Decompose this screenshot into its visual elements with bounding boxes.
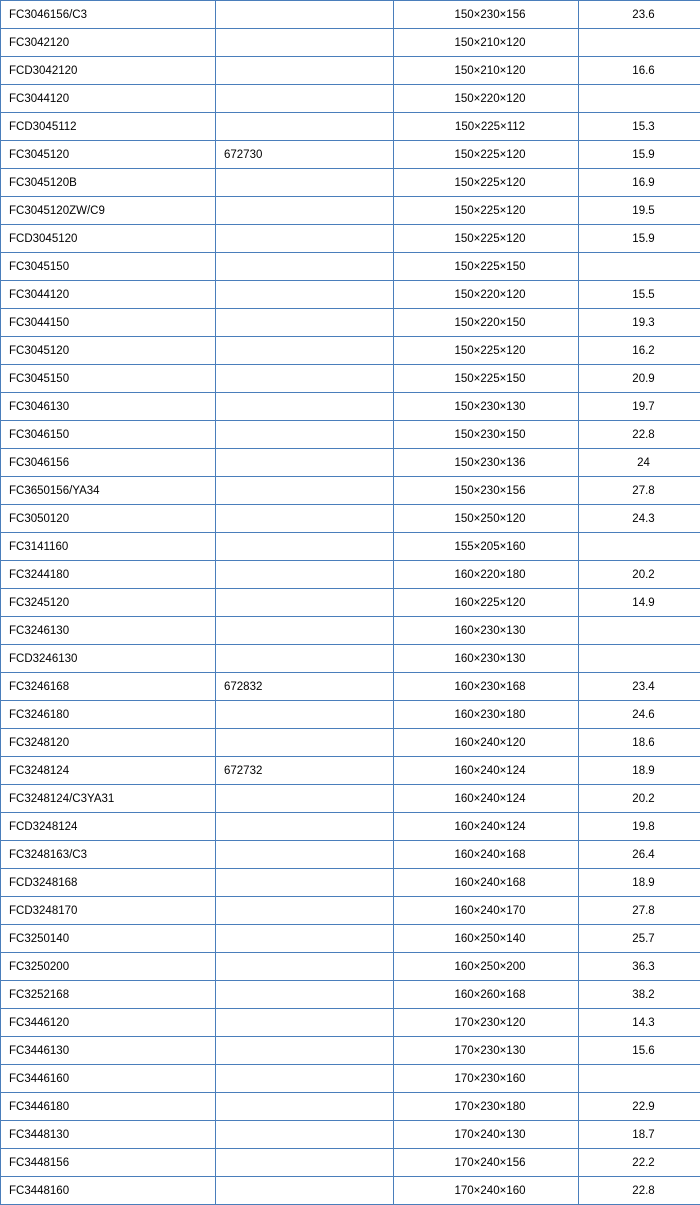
cell-mass: 15.9 — [579, 225, 700, 253]
cell-designation: FC3246180 — [1, 701, 216, 729]
cell-designation: FC3045150 — [1, 365, 216, 393]
cell-mass: 24 — [579, 449, 700, 477]
cell-mass: 14.9 — [579, 589, 700, 617]
cell-dimensions: 150×225×120 — [394, 197, 579, 225]
cell-old-designation — [216, 785, 394, 813]
cell-dimensions: 160×250×200 — [394, 953, 579, 981]
cell-designation: FC3446160 — [1, 1065, 216, 1093]
table-row — [1, 421, 700, 449]
cell-designation: FC3650156/YA34 — [1, 477, 216, 505]
table-row — [1, 393, 700, 421]
cell-old-designation: 672832 — [216, 673, 394, 701]
table-row — [1, 785, 700, 813]
cell-old-designation — [216, 225, 394, 253]
cell-designation: FC3446120 — [1, 1009, 216, 1037]
cell-old-designation — [216, 29, 394, 57]
cell-old-designation — [216, 813, 394, 841]
cell-old-designation — [216, 309, 394, 337]
table-row — [1, 1121, 700, 1149]
cell-dimensions: 150×225×120 — [394, 141, 579, 169]
cell-dimensions: 150×230×136 — [394, 449, 579, 477]
cell-mass: 38.2 — [579, 981, 700, 1009]
cell-dimensions: 170×230×180 — [394, 1093, 579, 1121]
table-row — [1, 897, 700, 925]
table-row — [1, 533, 700, 561]
table-row — [1, 29, 700, 57]
cell-designation: FC3045150 — [1, 253, 216, 281]
table-row — [1, 197, 700, 225]
cell-mass: 23.6 — [579, 1, 700, 29]
cell-mass: 15.6 — [579, 1037, 700, 1065]
cell-designation: FC3044120 — [1, 85, 216, 113]
cell-mass — [579, 617, 700, 645]
cell-dimensions: 160×240×168 — [394, 841, 579, 869]
cell-old-designation — [216, 421, 394, 449]
table-row — [1, 85, 700, 113]
table-row — [1, 841, 700, 869]
cell-old-designation — [216, 281, 394, 309]
cell-old-designation — [216, 57, 394, 85]
table-row — [1, 113, 700, 141]
table-row — [1, 1177, 700, 1205]
cell-dimensions: 150×225×150 — [394, 253, 579, 281]
cell-old-designation — [216, 729, 394, 757]
cell-dimensions: 170×240×156 — [394, 1149, 579, 1177]
cell-mass: 14.3 — [579, 1009, 700, 1037]
cell-designation: FC3045120ZW/C9 — [1, 197, 216, 225]
cell-mass: 19.8 — [579, 813, 700, 841]
cell-old-designation — [216, 337, 394, 365]
cell-designation: FC3248120 — [1, 729, 216, 757]
cell-dimensions: 160×230×130 — [394, 645, 579, 673]
cell-designation: FC3050120 — [1, 505, 216, 533]
cell-designation: FC3244180 — [1, 561, 216, 589]
cell-mass — [579, 533, 700, 561]
cell-mass: 18.6 — [579, 729, 700, 757]
cell-mass — [579, 1065, 700, 1093]
cell-old-designation — [216, 869, 394, 897]
cell-old-designation — [216, 981, 394, 1009]
cell-designation: FC3044120 — [1, 281, 216, 309]
table-row — [1, 617, 700, 645]
table-row — [1, 57, 700, 85]
cell-dimensions: 160×250×140 — [394, 925, 579, 953]
cell-old-designation — [216, 449, 394, 477]
table-row — [1, 1009, 700, 1037]
table-row — [1, 869, 700, 897]
cell-dimensions: 150×230×130 — [394, 393, 579, 421]
cell-dimensions: 170×230×160 — [394, 1065, 579, 1093]
cell-mass: 19.3 — [579, 309, 700, 337]
cell-designation: FC3045120 — [1, 141, 216, 169]
cell-old-designation — [216, 533, 394, 561]
cell-designation: FC3246168 — [1, 673, 216, 701]
cell-old-designation — [216, 925, 394, 953]
cell-mass: 27.8 — [579, 477, 700, 505]
cell-dimensions: 170×230×120 — [394, 1009, 579, 1037]
table-row — [1, 1, 700, 29]
cell-designation: FC3045120 — [1, 337, 216, 365]
cell-old-designation — [216, 897, 394, 925]
cell-designation: FC3250140 — [1, 925, 216, 953]
table-row — [1, 729, 700, 757]
cell-mass: 27.8 — [579, 897, 700, 925]
cell-designation: FC3045120B — [1, 169, 216, 197]
cell-old-designation — [216, 169, 394, 197]
table-row — [1, 1149, 700, 1177]
cell-mass: 16.9 — [579, 169, 700, 197]
cell-old-designation — [216, 1177, 394, 1205]
cell-mass — [579, 645, 700, 673]
cell-designation: FCD3045112 — [1, 113, 216, 141]
cell-old-designation — [216, 253, 394, 281]
cell-designation: FC3446180 — [1, 1093, 216, 1121]
cell-dimensions: 150×230×156 — [394, 1, 579, 29]
cell-designation: FC3248124 — [1, 757, 216, 785]
cell-dimensions: 150×230×150 — [394, 421, 579, 449]
cell-old-designation — [216, 953, 394, 981]
cell-mass: 15.9 — [579, 141, 700, 169]
table-row — [1, 981, 700, 1009]
cell-old-designation — [216, 1121, 394, 1149]
table-row — [1, 673, 700, 701]
cell-mass — [579, 253, 700, 281]
cell-designation: FCD3248168 — [1, 869, 216, 897]
cell-old-designation: 672730 — [216, 141, 394, 169]
cell-mass — [579, 85, 700, 113]
cell-mass: 36.3 — [579, 953, 700, 981]
cell-designation: FC3046156/C3 — [1, 1, 216, 29]
table-row — [1, 925, 700, 953]
cell-mass: 15.3 — [579, 113, 700, 141]
cell-designation: FCD3248124 — [1, 813, 216, 841]
cell-old-designation — [216, 1065, 394, 1093]
cell-dimensions: 150×210×120 — [394, 57, 579, 85]
table-row — [1, 757, 700, 785]
cell-old-designation — [216, 505, 394, 533]
cell-designation: FC3252168 — [1, 981, 216, 1009]
cell-old-designation — [216, 617, 394, 645]
cell-old-designation — [216, 393, 394, 421]
cell-old-designation: 672732 — [216, 757, 394, 785]
cell-dimensions: 160×240×124 — [394, 757, 579, 785]
cell-old-designation — [216, 1, 394, 29]
cell-dimensions: 160×240×124 — [394, 785, 579, 813]
cell-designation: FCD3246130 — [1, 645, 216, 673]
cell-mass: 22.8 — [579, 421, 700, 449]
cell-designation: FC3448160 — [1, 1177, 216, 1205]
cell-mass: 22.2 — [579, 1149, 700, 1177]
cell-mass: 18.9 — [579, 869, 700, 897]
cell-designation: FC3448130 — [1, 1121, 216, 1149]
table-row — [1, 505, 700, 533]
table-row — [1, 1065, 700, 1093]
cell-designation: FC3448156 — [1, 1149, 216, 1177]
cell-mass — [579, 29, 700, 57]
cell-designation: FC3042120 — [1, 29, 216, 57]
table-body — [1, 1, 700, 1205]
table-row — [1, 561, 700, 589]
cell-dimensions: 160×260×168 — [394, 981, 579, 1009]
cell-dimensions: 160×220×180 — [394, 561, 579, 589]
cell-dimensions: 155×205×160 — [394, 533, 579, 561]
cell-mass: 18.7 — [579, 1121, 700, 1149]
table-row — [1, 449, 700, 477]
cell-mass: 16.6 — [579, 57, 700, 85]
cell-designation: FC3246130 — [1, 617, 216, 645]
table-row — [1, 1093, 700, 1121]
cell-dimensions: 160×230×130 — [394, 617, 579, 645]
cell-mass: 15.5 — [579, 281, 700, 309]
cell-designation: FC3245120 — [1, 589, 216, 617]
cell-designation: FC3446130 — [1, 1037, 216, 1065]
cell-old-designation — [216, 85, 394, 113]
cell-dimensions: 170×230×130 — [394, 1037, 579, 1065]
cell-dimensions: 160×240×124 — [394, 813, 579, 841]
table-row — [1, 309, 700, 337]
cell-old-designation — [216, 1149, 394, 1177]
cell-mass: 19.7 — [579, 393, 700, 421]
table-row — [1, 141, 700, 169]
cell-dimensions: 150×210×120 — [394, 29, 579, 57]
cell-mass: 23.4 — [579, 673, 700, 701]
table-row — [1, 477, 700, 505]
cell-old-designation — [216, 365, 394, 393]
cell-old-designation — [216, 197, 394, 225]
cell-dimensions: 150×225×120 — [394, 337, 579, 365]
cell-old-designation — [216, 841, 394, 869]
table-row — [1, 813, 700, 841]
table-row — [1, 169, 700, 197]
cell-dimensions: 170×240×130 — [394, 1121, 579, 1149]
cell-designation: FC3141160 — [1, 533, 216, 561]
cell-dimensions: 160×230×168 — [394, 673, 579, 701]
cell-old-designation — [216, 477, 394, 505]
cell-old-designation — [216, 113, 394, 141]
cell-dimensions: 160×230×180 — [394, 701, 579, 729]
cell-mass: 22.8 — [579, 1177, 700, 1205]
cell-dimensions: 160×240×170 — [394, 897, 579, 925]
table-row — [1, 337, 700, 365]
table-row — [1, 589, 700, 617]
cell-designation: FC3046130 — [1, 393, 216, 421]
cell-mass: 24.6 — [579, 701, 700, 729]
cell-designation: FC3046150 — [1, 421, 216, 449]
cell-dimensions: 150×220×120 — [394, 85, 579, 113]
cell-mass: 19.5 — [579, 197, 700, 225]
cell-mass: 18.9 — [579, 757, 700, 785]
cell-dimensions: 160×225×120 — [394, 589, 579, 617]
cell-designation: FCD3042120 — [1, 57, 216, 85]
cell-dimensions: 150×225×112 — [394, 113, 579, 141]
cell-mass: 16.2 — [579, 337, 700, 365]
cell-old-designation — [216, 645, 394, 673]
cell-dimensions: 150×220×120 — [394, 281, 579, 309]
cell-dimensions: 150×225×120 — [394, 225, 579, 253]
cell-mass: 26.4 — [579, 841, 700, 869]
cell-designation: FC3248163/C3 — [1, 841, 216, 869]
cell-designation: FC3248124/C3YA31 — [1, 785, 216, 813]
cell-old-designation — [216, 561, 394, 589]
cell-mass: 24.3 — [579, 505, 700, 533]
table-row — [1, 365, 700, 393]
cell-old-designation — [216, 589, 394, 617]
table-row — [1, 225, 700, 253]
cell-designation: FCD3248170 — [1, 897, 216, 925]
cell-designation: FC3044150 — [1, 309, 216, 337]
cell-dimensions: 150×250×120 — [394, 505, 579, 533]
cell-dimensions: 150×225×150 — [394, 365, 579, 393]
cell-mass: 22.9 — [579, 1093, 700, 1121]
cell-dimensions: 160×240×168 — [394, 869, 579, 897]
table-row — [1, 645, 700, 673]
table-row — [1, 953, 700, 981]
cell-mass: 20.2 — [579, 785, 700, 813]
cell-dimensions: 160×240×120 — [394, 729, 579, 757]
table-row — [1, 253, 700, 281]
cell-old-designation — [216, 701, 394, 729]
cell-old-designation — [216, 1009, 394, 1037]
cell-mass: 25.7 — [579, 925, 700, 953]
table-row — [1, 281, 700, 309]
cell-dimensions: 150×225×120 — [394, 169, 579, 197]
cell-dimensions: 150×230×156 — [394, 477, 579, 505]
cell-designation: FCD3045120 — [1, 225, 216, 253]
cell-mass: 20.2 — [579, 561, 700, 589]
cell-designation: FC3046156 — [1, 449, 216, 477]
cell-designation: FC3250200 — [1, 953, 216, 981]
cell-dimensions: 170×240×160 — [394, 1177, 579, 1205]
table-row — [1, 701, 700, 729]
cell-dimensions: 150×220×150 — [394, 309, 579, 337]
cell-mass: 20.9 — [579, 365, 700, 393]
cell-old-designation — [216, 1093, 394, 1121]
